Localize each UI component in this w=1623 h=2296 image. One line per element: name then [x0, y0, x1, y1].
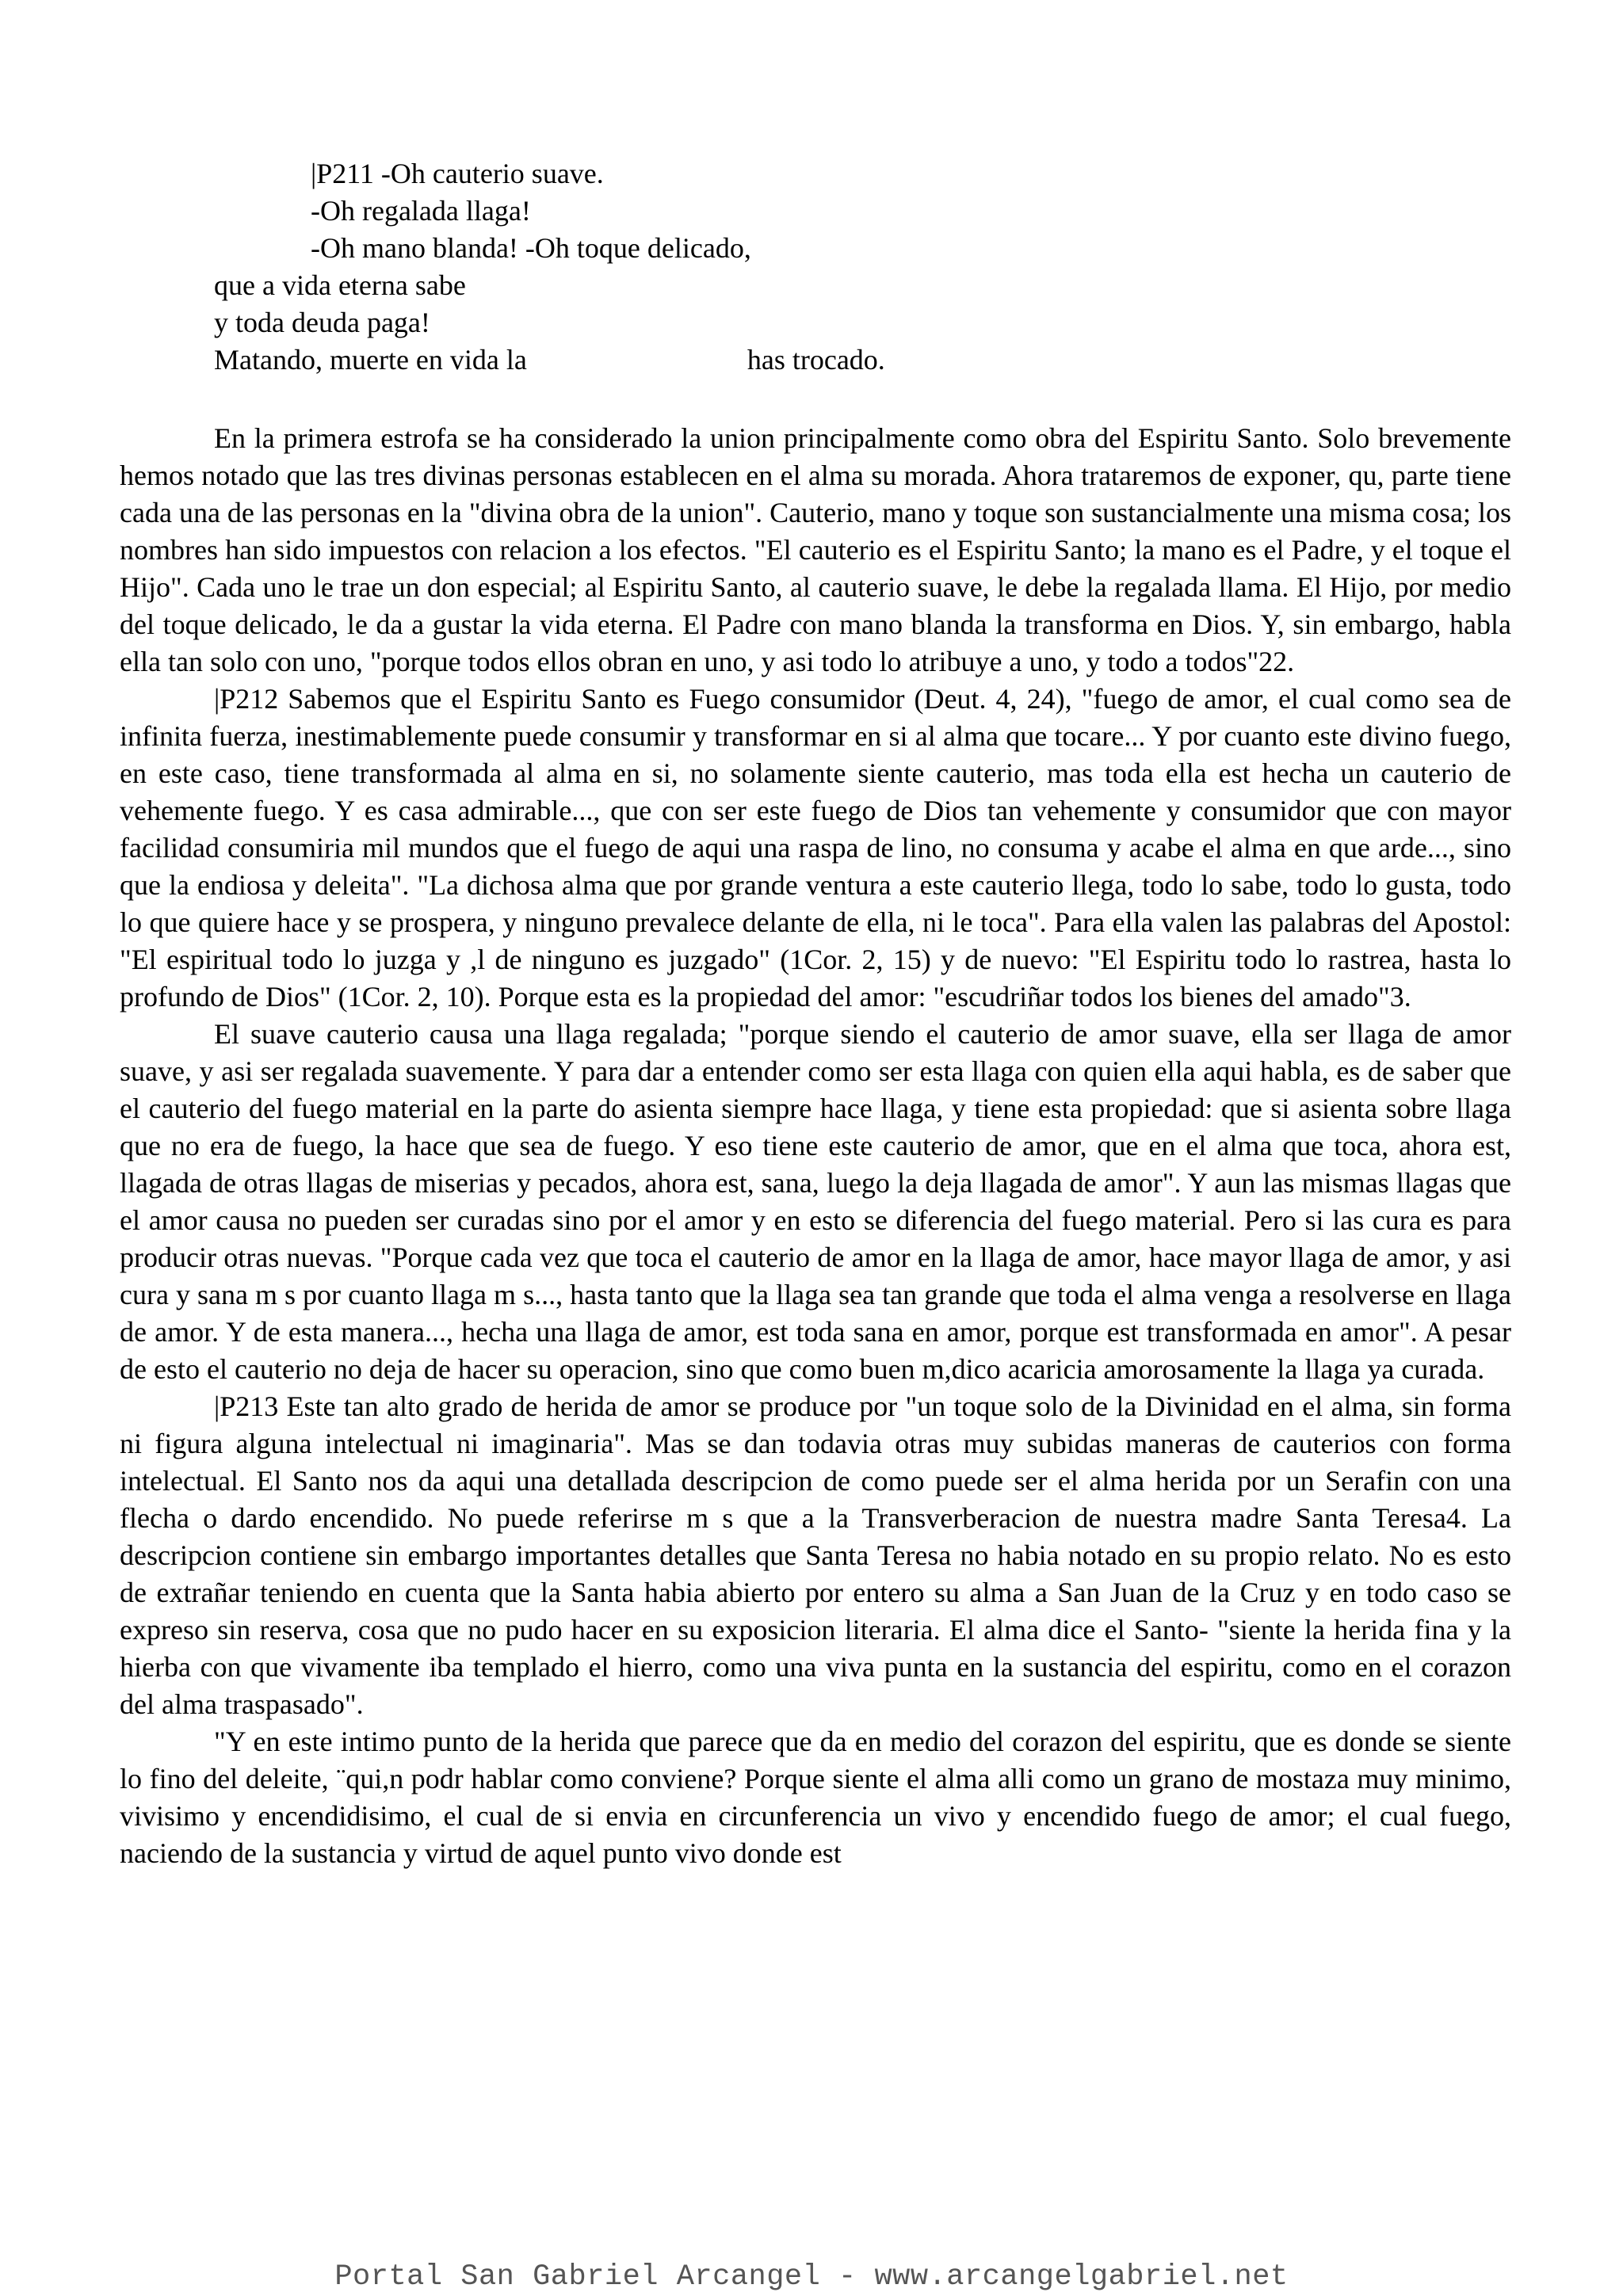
poem-line-last-end: has trocado.	[747, 344, 885, 376]
body-text	[120, 420, 1511, 1872]
paragraph: |P212 Sabemos que el Espiritu Santo es Fuego consumidor (Deut. 4, 24), "fuego de amor, el cual como sea de infinita fuerza, inestimablemente puede consumir y transformar en si al alma que tocare... Y por cuanto este divino fuego, en este caso, tiene transformada al alma en si, no solamente siente cauterio, mas toda ella est hecha un cauterio de vehemente fuego. Y es casa admirable..., que con ser este fuego de Dios tan vehemente y consumidor que con mayor facilidad consumiria mil mundos que el fuego de aqui una raspa de lino, no consuma y acabe el alma en que arde..., sino que la endiosa y deleita". "La dichosa alma que por grande ventura a este cauterio llega, todo lo sabe, todo lo gusta, todo lo que quiere hace y se prospera, y ninguno prevalece delante de ella, ni le toca". Para ella valen las palabras del Apostol: "El espiritual todo lo juzga y ,l de ninguno es juzgado" (1Cor. 2, 15) y de nuevo: "El Espiritu todo lo rastrea, hasta lo profundo de Dios" (1Cor. 2, 10). Porque esta es la propiedad del amor: "escudriñar todos los bienes del amado"3.	[120, 683, 1511, 1013]
page-footer: Portal San Gabriel Arcangel - www.arcangelgabriel.net	[334, 2260, 1289, 2294]
poem-line-last	[214, 341, 1006, 379]
poem-line-last-start: Matando, muerte en vida la	[214, 344, 527, 376]
poem-stanza	[214, 155, 1006, 379]
paragraph: |P213 Este tan alto grado de herida de amor se produce por "un toque solo de la Divinidad en el alma, sin forma ni figura alguna intelectual ni imaginaria". Mas se dan todavia otras muy subidas maneras de cauterios con forma intelectual. El Santo nos da aqui una detallada descripcion de como puede ser el alma herida por un Serafin con una flecha o dardo encendido. No puede referirse m s que a la Transverberacion de nuestra madre Santa Teresa4. La descripcion contiene sin embargo importantes detalles que Santa Teresa no habia notado en su propio relato. No es esto de extrañar teniendo en cuenta que la Santa habia abierto por entero su alma a San Juan de la Cruz y en todo caso se expreso sin reserva, cosa que no pudo hacer en su exposicion literaria. El alma dice el Santo- "siente la herida fina y la hierba con que vivamente iba templado el hierro, como una viva punta en la sustancia del espiritu, como en el corazon del alma traspasado".	[120, 1390, 1511, 1720]
poem-line: -Oh mano blanda! -Oh toque delicado,	[311, 232, 751, 264]
poem-line: -Oh regalada llaga!	[311, 195, 531, 227]
paragraph: "Y en este intimo punto de la herida que parece que da en medio del corazon del espiritu, que es donde se siente lo fino del deleite, ¨qui,n podr hablar como conviene? Porque siente el alma alli como un grano de mostaza muy minimo, vivisimo y encendidisimo, el cual de si envia en circunferencia un vivo y encendido fuego de amor; el cual fuego, naciendo de la sustancia y virtud de aquel punto vivo donde est	[120, 1726, 1511, 1869]
poem-line: y toda deuda paga!	[214, 307, 430, 338]
paragraph: El suave cauterio causa una llaga regalada; "porque siendo el cauterio de amor suave, ella ser llaga de amor suave, y asi ser regalada suavemente. Y para dar a entender como ser esta llaga con quien ella aqui habla, es de saber que el cauterio del fuego material en la parte do asienta siempre hace llaga, y tiene esta propiedad: que si asienta sobre llaga que no era de fuego, la hace que sea de fuego. Y eso tiene este cauterio de amor, que en el alma que toca, ahora est, llagada de otras llagas de miserias y pecados, ahora est, sana, luego la deja llagada de amor". Y aun las mismas llagas que el amor causa no pueden ser curadas sino por el amor y en esto se diferencia del fuego material. Pero si las cura es para producir otras nuevas. "Porque cada vez que toca el cauterio de amor en la llaga de amor, hace mayor llaga de amor, y asi cura y sana m s por cuanto llaga m s..., hasta tanto que la llaga sea tan grande que toda el alma venga a resolverse en llaga de amor. Y de esta manera..., hecha una llaga de amor, est toda sana en amor, porque est transformada en amor". A pesar de esto el cauterio no deja de hacer su operacion, sino que como buen m,dico acaricia amorosamente la llaga ya curada.	[120, 1018, 1511, 1385]
poem-line: |P211 -Oh cauterio suave.	[311, 158, 604, 189]
poem-line: que a vida eterna sabe	[214, 269, 466, 301]
paragraph: En la primera estrofa se ha considerado la union principalmente como obra del Espiritu Santo. Solo brevemente hemos notado que las tres divinas personas establecen en el alma su morada. Ahora trataremos de exponer, qu, parte tiene cada una de las personas en la "divina obra de la union". Cauterio, mano y toque son sustancialmente una misma cosa; los nombres han sido impuestos con relacion a los efectos. "El cauterio es el Espiritu Santo; la mano es el Padre, y el toque el Hijo". Cada uno le trae un don especial; al Espiritu Santo, al cauterio suave, le debe la regalada llama. El Hijo, por medio del toque delicado, le da a gustar la vida eterna. El Padre con mano blanda la transforma en Dios. Y, sin embargo, habla ella tan solo con uno, "porque todos ellos obran en uno, y asi todo lo atribuye a uno, y todo a todos"22.	[120, 422, 1511, 677]
